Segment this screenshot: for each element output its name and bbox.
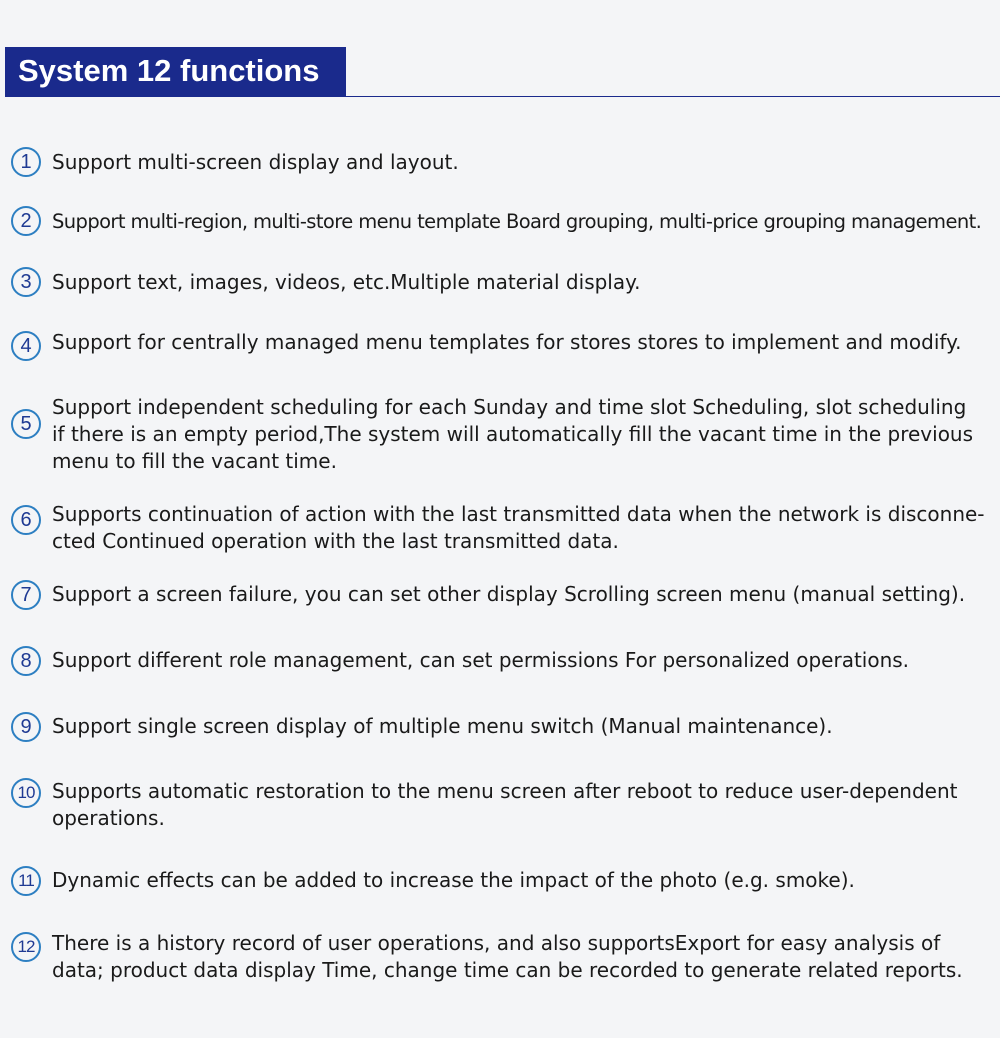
item-text: There is a history record of user operations, and also supportsExport for easy analysis of data; product data display Time, change time can be recorded to generate related reports. bbox=[52, 931, 963, 982]
item-text: Support independent scheduling for each Sunday and time slot Scheduling, slot scheduling if there is an empty period,The system will automatically fill the vacant time in the previous menu to fill the vacant time. bbox=[52, 395, 974, 473]
item-text: Supports automatic restoration to the menu screen after reboot to reduce user-dependent operations. bbox=[52, 779, 958, 830]
number-badge: 10 bbox=[11, 778, 41, 808]
number-badge: 1 bbox=[11, 147, 41, 177]
item-text: Support single screen display of multiple menu switch (Manual maintenance). bbox=[52, 714, 833, 738]
item-text: Support different role management, can set permissions For personalized operations. bbox=[52, 648, 910, 672]
section-header bbox=[5, 47, 1000, 97]
number-badge: 3 bbox=[11, 267, 41, 297]
number-badge: 9 bbox=[11, 712, 41, 742]
number-badge: 12 bbox=[11, 932, 41, 962]
item-text: Support multi-region, multi-store menu template Board grouping, multi-price grouping management. bbox=[52, 210, 982, 233]
item-text: Support text, images, videos, etc.Multiple material display. bbox=[52, 270, 641, 294]
number-badge: 11 bbox=[11, 866, 41, 896]
item-text: Supports continuation of action with the last transmitted data when the network is disconne- cted Continued operation with the last transmitted data. bbox=[52, 502, 985, 553]
number-badge: 4 bbox=[11, 331, 41, 361]
item-text: Support a screen failure, you can set other display Scrolling screen menu (manual setting). bbox=[52, 582, 966, 606]
item-text: Support multi-screen display and layout. bbox=[52, 150, 459, 174]
number-badge: 5 bbox=[11, 409, 41, 439]
header-underline bbox=[346, 96, 1000, 97]
item-text: Dynamic effects can be added to increase the impact of the photo (e.g. smoke). bbox=[52, 868, 855, 892]
number-badge: 8 bbox=[11, 646, 41, 676]
item-text: Support for centrally managed menu templates for stores stores to implement and modify. bbox=[52, 330, 962, 354]
number-badge: 2 bbox=[11, 206, 41, 236]
page-title: System 12 functions bbox=[18, 53, 320, 88]
number-badge: 7 bbox=[11, 580, 41, 610]
number-badge: 6 bbox=[11, 505, 41, 535]
